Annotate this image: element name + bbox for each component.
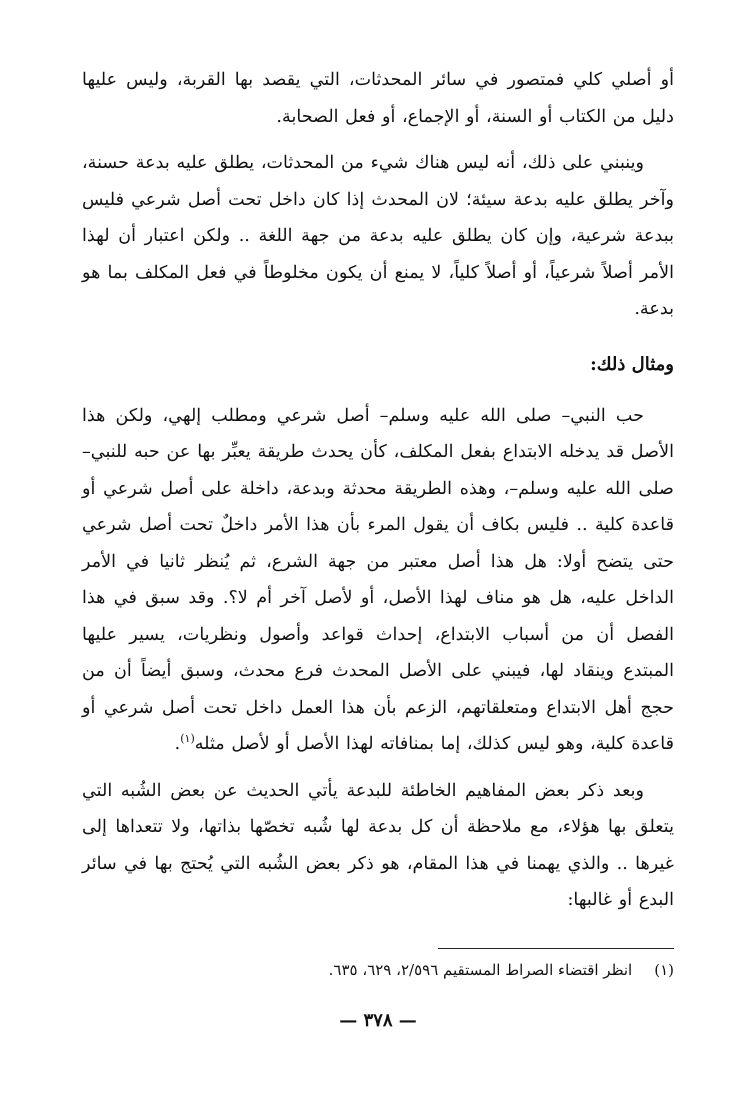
footnote-text: انظر اقتضاء الصراط المستقيم ٢/٥٩٦، ٦٢٩، ٦٣٥. <box>328 961 633 979</box>
footnote <box>82 958 674 982</box>
footnote-reference[interactable]: (١) <box>180 732 195 746</box>
paragraph-1: أو أصلي كلي فمتصور في سائر المحدثات، التي يقصد بها القربة، وليس عليها دليل من الكتاب أو السنة، أو الإجماع، أو فعل الصحابة. <box>82 70 674 127</box>
page-number: — ٣٧٨ — <box>339 1010 417 1031</box>
paragraph-4: وبعد ذكر بعض المفاهيم الخاطئة للبدعة يأتي الحديث عن بعض الشُبه التي يتعلق بها هؤلاء، مع ملاحظة أن كل بدعة لها شُبه تخصّها بذاتها، ولا تتعداها إلى غيرها .. والذي يهمنا في هذا المقام، هو ذكر بعض الشُبه التي يُحتج بها في سائر البدع أو غالبها: <box>82 780 674 910</box>
page-body <box>82 62 674 1082</box>
paragraph-3 <box>82 398 674 763</box>
paragraph-2: وينبني على ذلك، أنه ليس هناك شيء من المحدثات، يطلق عليه بدعة حسنة، وآخر يطلق عليه بدعة سيئة؛ لان المحدث إذا كان داخل تحت أصل شرعي فليس ببدعة شرعية، وإن كان يطلق عليه بدعة من جهة اللغة .. ولكن اعتبار أن لهذا الأمر أصلاً شرعياً، أو أصلاً كلياً، لا يمنع أن يكون مخلوطاً في فعل المكلف بما هو بدعة. <box>82 153 674 319</box>
footnote-divider <box>438 948 674 949</box>
section-heading: ومثال ذلك: <box>590 353 674 375</box>
footnote-number: (١) <box>654 961 674 979</box>
paragraph-3-text: حب النبي– صلى الله عليه وسلم– أصل شرعي ومطلب إلهي، ولكن هذا الأصل قد يدخله الابتداع بفعل المكلف، كأن يحدث طريقة يعبِّر بها عن حبه للنبي– صلى الله عليه وسلم–، وهذه الطريقة محدثة وبدعة، داخلة على أصل شرعي أو قاعدة كلية .. فليس بكاف أن يقول المرء بأن هذا الأمر داخلٌ تحت أصل شرعي حتى يتضح أولا: هل هذا أصل معتبر من جهة الشرع، ثم يُنظر ثانيا في الأمر الداخل عليه، هل هو مناف لهذا الأصل، أو لأصل آخر أم لا؟. وقد سبق في هذا الفصل أن من أسباب الابتداع، إحداث قواعد وأصول ونظريات، يسير عليها المبتدع وينقاد لها، فيبني على الأصل المحدث فرع محدث، وسبق أيضاً أن من حجج أهل الابتداع ومتعلقاتهم، الزعم بأن هذا العمل داخل تحت أصل شرعي أو قاعدة كلية، وهو ليس كذلك، إما بمنافاته لهذا الأصل أو لأصل مثله <box>82 405 674 754</box>
paragraph-3-end: . <box>174 734 181 754</box>
